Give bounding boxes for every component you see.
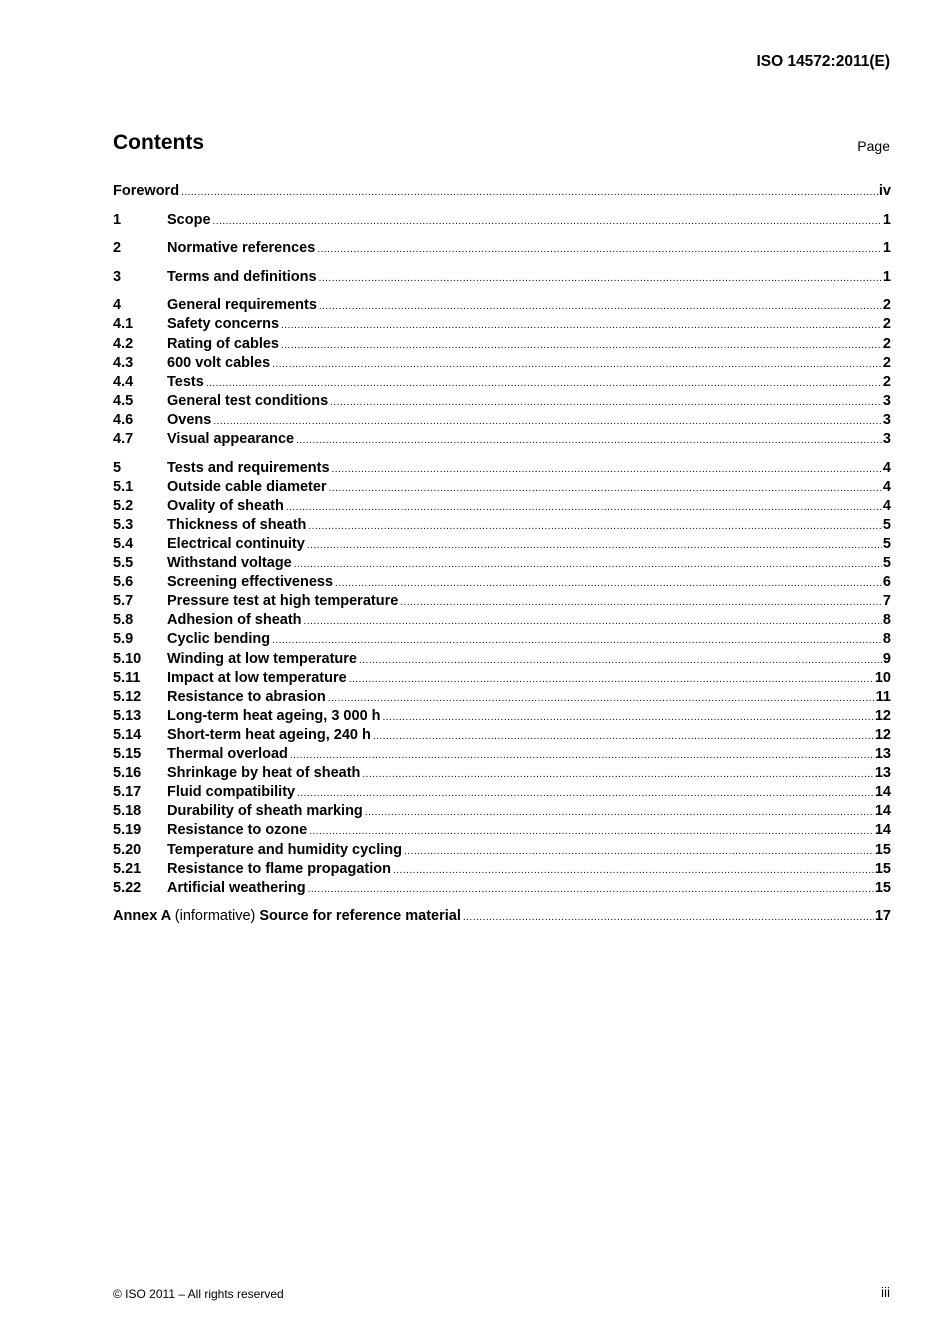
- toc-entry-page: 6: [882, 574, 891, 591]
- toc-entry-title: Short-term heat ageing, 240 h: [167, 726, 371, 743]
- toc-entry-page: 4: [882, 478, 891, 495]
- toc-entry-page: 1: [882, 268, 891, 285]
- toc-entry-page: 13: [874, 746, 891, 763]
- toc-entry-page: 3: [882, 431, 891, 448]
- toc-entry-number: 4.2: [113, 335, 134, 352]
- toc-entry-number: 5.12: [113, 688, 142, 705]
- toc-entry-title: Foreword: [113, 183, 180, 199]
- toc-entry-number: 4.5: [113, 392, 134, 409]
- toc-entry[interactable]: [113, 211, 891, 230]
- dot-leader: [359, 651, 882, 670]
- toc-entry-title: Thickness of sheath: [167, 516, 307, 533]
- toc-entry-number: 5.18: [113, 803, 142, 820]
- toc-entry-title: Resistance to abrasion: [167, 688, 326, 705]
- toc-entry[interactable]: [113, 516, 891, 535]
- toc-entry-title: Scope: [167, 211, 211, 228]
- annex-label: Annex A: [113, 908, 171, 925]
- toc-entry[interactable]: [113, 411, 891, 430]
- toc-entry-title: Winding at low temperature: [167, 650, 357, 667]
- dot-leader: [330, 393, 882, 412]
- toc-entry-title: Temperature and humidity cycling: [167, 841, 403, 858]
- dot-leader: [297, 784, 874, 803]
- toc-entry-number: 5.1: [113, 478, 134, 495]
- toc-entry-number: 4.6: [113, 411, 134, 428]
- dot-leader: [281, 316, 882, 335]
- toc-entry-number: 1: [113, 211, 122, 228]
- toc-entry-page: 8: [882, 631, 891, 648]
- dot-leader: [332, 460, 882, 479]
- dot-leader: [294, 555, 882, 574]
- toc-entry-title: Screening effectiveness: [167, 574, 334, 591]
- dot-leader: [308, 880, 874, 899]
- toc-entry-title: Safety concerns: [167, 316, 280, 333]
- toc-entry-page: 2: [882, 354, 891, 371]
- toc-entry-number: 5.21: [113, 860, 142, 877]
- toc-entry-number: 5.15: [113, 746, 142, 763]
- toc-entry-number: 4.3: [113, 354, 134, 371]
- toc-entry[interactable]: [113, 860, 891, 879]
- toc-entry[interactable]: [113, 650, 891, 669]
- toc-entry[interactable]: [113, 726, 891, 745]
- dot-leader: [400, 593, 882, 612]
- toc-entry-number: 5.7: [113, 593, 134, 610]
- toc-entry-page: 2: [882, 373, 891, 390]
- toc-entry-title: Tests and requirements: [167, 459, 330, 476]
- toc-entry[interactable]: [113, 611, 891, 630]
- toc-entry[interactable]: [113, 182, 891, 201]
- toc-entry-number: 5.19: [113, 822, 142, 839]
- toc-entry-number: 5.20: [113, 841, 142, 858]
- toc-entry-number: 5.10: [113, 650, 142, 667]
- annex-title: Source for reference material: [259, 908, 461, 925]
- dot-leader: [296, 431, 882, 450]
- toc-entry-page: 14: [874, 803, 891, 820]
- toc-entry-number: 5.14: [113, 726, 142, 743]
- toc-entry-title: Artificial weathering: [167, 879, 306, 896]
- dot-leader: [328, 689, 875, 708]
- toc-entry-number: 2: [113, 240, 122, 257]
- dot-leader: [307, 536, 882, 555]
- copyright-notice: © ISO 2011 – All rights reserved: [113, 1287, 284, 1301]
- dot-leader: [213, 412, 882, 431]
- dot-leader: [349, 670, 874, 689]
- toc-entry-number: 4.7: [113, 431, 134, 448]
- toc-entry-title: 600 volt cables: [167, 354, 271, 371]
- toc-entry-number: 5: [113, 459, 122, 476]
- toc-entry-page: 2: [882, 297, 891, 314]
- toc-entry-page: 4: [882, 459, 891, 476]
- toc-entry[interactable]: [113, 535, 891, 554]
- dot-leader: [362, 765, 873, 784]
- toc-entry[interactable]: [113, 392, 891, 411]
- toc-entry-page: 11: [875, 688, 891, 705]
- toc-entry-title: Tests: [167, 373, 204, 390]
- toc-entry-page: 8: [882, 612, 891, 629]
- toc-entry-number: 4.1: [113, 316, 134, 333]
- table-of-contents: [113, 182, 891, 926]
- toc-entry-page: 5: [882, 536, 891, 552]
- toc-entry[interactable]: [113, 478, 891, 497]
- toc-entry-title: Thermal overload: [167, 746, 288, 763]
- toc-entry-page: 4: [882, 497, 891, 514]
- toc-entry-title: Ovens: [167, 411, 212, 428]
- toc-entry-page: 15: [874, 879, 891, 896]
- toc-entry-title: Resistance to flame propagation: [167, 860, 391, 877]
- toc-entry-title: Normative references: [167, 240, 316, 257]
- toc-entry-number: 5.16: [113, 765, 142, 782]
- toc-entry-title: [113, 907, 461, 926]
- toc-entry-page: 2: [882, 316, 891, 333]
- toc-entry-number: 4.4: [113, 373, 134, 390]
- page-column-label: Page: [857, 138, 890, 154]
- dot-leader: [365, 803, 874, 822]
- toc-entry-page: 12: [874, 726, 891, 743]
- toc-entry[interactable]: [113, 373, 891, 392]
- toc-entry-title: Outside cable diameter: [167, 478, 327, 495]
- toc-entry-title: Resistance to ozone: [167, 822, 308, 839]
- toc-entry-number: 5.11: [113, 669, 141, 686]
- toc-entry-title: Durability of sheath marking: [167, 803, 363, 820]
- toc-entry-annex-a[interactable]: [113, 907, 891, 926]
- toc-entry-number: 5.22: [113, 879, 142, 896]
- toc-entry-title: Pressure test at high temperature: [167, 593, 399, 610]
- toc-entry-number: 5.9: [113, 631, 134, 648]
- toc-entry[interactable]: [113, 592, 891, 611]
- dot-leader: [383, 708, 874, 727]
- toc-entry-title: Shrinkage by heat of sheath: [167, 765, 361, 782]
- toc-entry-title: Cyclic bending: [167, 631, 271, 648]
- dot-leader: [317, 240, 882, 259]
- toc-entry-page: 10: [874, 669, 891, 686]
- dot-leader: [404, 842, 874, 861]
- toc-entry[interactable]: [113, 268, 891, 287]
- dot-leader: [272, 631, 882, 650]
- dot-leader: [308, 517, 882, 536]
- toc-entry[interactable]: [113, 335, 891, 354]
- toc-entry[interactable]: [113, 707, 891, 726]
- dot-leader: [181, 183, 878, 202]
- toc-entry-page: 9: [882, 650, 891, 667]
- dot-leader: [286, 498, 882, 517]
- toc-entry-number: 4: [113, 297, 122, 314]
- dot-leader: [206, 374, 882, 393]
- dot-leader: [309, 822, 874, 841]
- toc-entry-title: Impact at low temperature: [167, 669, 347, 686]
- toc-entry-number: 5.2: [113, 497, 134, 514]
- toc-entry-title: Long-term heat ageing, 3 000 h: [167, 707, 381, 724]
- page-number: iii: [881, 1285, 890, 1300]
- dot-leader: [463, 908, 874, 927]
- toc-entry[interactable]: [113, 783, 891, 802]
- toc-entry-page: 3: [882, 411, 891, 428]
- dot-leader: [329, 479, 882, 498]
- dot-leader: [335, 574, 882, 593]
- toc-entry-number: 5.8: [113, 612, 134, 629]
- toc-entry-page: 15: [874, 841, 891, 858]
- dot-leader: [393, 861, 874, 880]
- toc-entry-number: 5.13: [113, 707, 142, 724]
- toc-entry-page: 12: [874, 707, 891, 724]
- dot-leader: [272, 355, 882, 374]
- document-id: ISO 14572:2011(E): [756, 53, 890, 70]
- toc-entry-title: General requirements: [167, 297, 317, 314]
- toc-entry[interactable]: [113, 764, 891, 783]
- toc-entry[interactable]: [113, 745, 891, 764]
- toc-entry-page: 14: [874, 822, 891, 839]
- toc-entry[interactable]: [113, 554, 891, 573]
- dot-leader: [373, 727, 874, 746]
- toc-entry[interactable]: [113, 630, 891, 649]
- page-title: Contents: [113, 131, 204, 154]
- toc-entry-page: 2: [882, 335, 891, 352]
- toc-entry[interactable]: [113, 802, 891, 821]
- toc-entry-page: 13: [874, 765, 891, 782]
- toc-entry-page: 3: [882, 392, 891, 409]
- dot-leader: [319, 269, 882, 288]
- toc-entry[interactable]: [113, 430, 891, 449]
- toc-entry-page: 15: [874, 860, 891, 877]
- toc-entry[interactable]: [113, 459, 891, 478]
- toc-entry[interactable]: [113, 497, 891, 516]
- toc-entry-page: 17: [874, 908, 891, 925]
- toc-entry-page: 7: [882, 593, 891, 610]
- toc-entry-page: 1: [882, 211, 891, 228]
- toc-entry-title: Ovality of sheath: [167, 497, 284, 514]
- toc-entry[interactable]: [113, 669, 891, 688]
- toc-entry-number: 5.3: [113, 516, 134, 533]
- toc-entry[interactable]: [113, 239, 891, 258]
- toc-entry[interactable]: [113, 821, 891, 840]
- toc-entry[interactable]: [113, 573, 891, 592]
- dot-leader: [304, 612, 882, 631]
- toc-entry-page: 14: [874, 784, 891, 801]
- toc-entry-number: 3: [113, 268, 122, 285]
- toc-entry-number: 5.4: [113, 536, 134, 552]
- toc-entry-title: Electrical continuity: [167, 536, 305, 552]
- toc-entry-page: iv: [878, 183, 891, 199]
- toc-entry[interactable]: [113, 841, 891, 860]
- toc-entry-page: 1: [882, 240, 891, 257]
- annex-note: (informative): [174, 908, 256, 925]
- toc-entry[interactable]: [113, 879, 891, 898]
- toc-entry[interactable]: [113, 315, 891, 334]
- toc-entry-title: Rating of cables: [167, 335, 279, 352]
- toc-entry-number: 5.17: [113, 784, 142, 801]
- toc-entry-page: 5: [882, 516, 891, 533]
- toc-entry-title: Fluid compatibility: [167, 784, 296, 801]
- toc-entry[interactable]: [113, 688, 891, 707]
- toc-entry-title: General test conditions: [167, 392, 329, 409]
- toc-entry-title: Terms and definitions: [167, 268, 317, 285]
- dot-leader: [290, 746, 874, 765]
- toc-entry-title: Visual appearance: [167, 431, 295, 448]
- toc-entry-number: 5.6: [113, 574, 134, 591]
- toc-entry-page: 5: [882, 555, 891, 572]
- dot-leader: [213, 212, 882, 231]
- toc-entry-title: Withstand voltage: [167, 555, 292, 572]
- dot-leader: [319, 297, 882, 316]
- toc-entry-title: Adhesion of sheath: [167, 612, 302, 629]
- toc-entry[interactable]: [113, 354, 891, 373]
- dot-leader: [281, 336, 882, 355]
- toc-entry[interactable]: [113, 296, 891, 315]
- toc-entry-number: 5.5: [113, 555, 134, 572]
